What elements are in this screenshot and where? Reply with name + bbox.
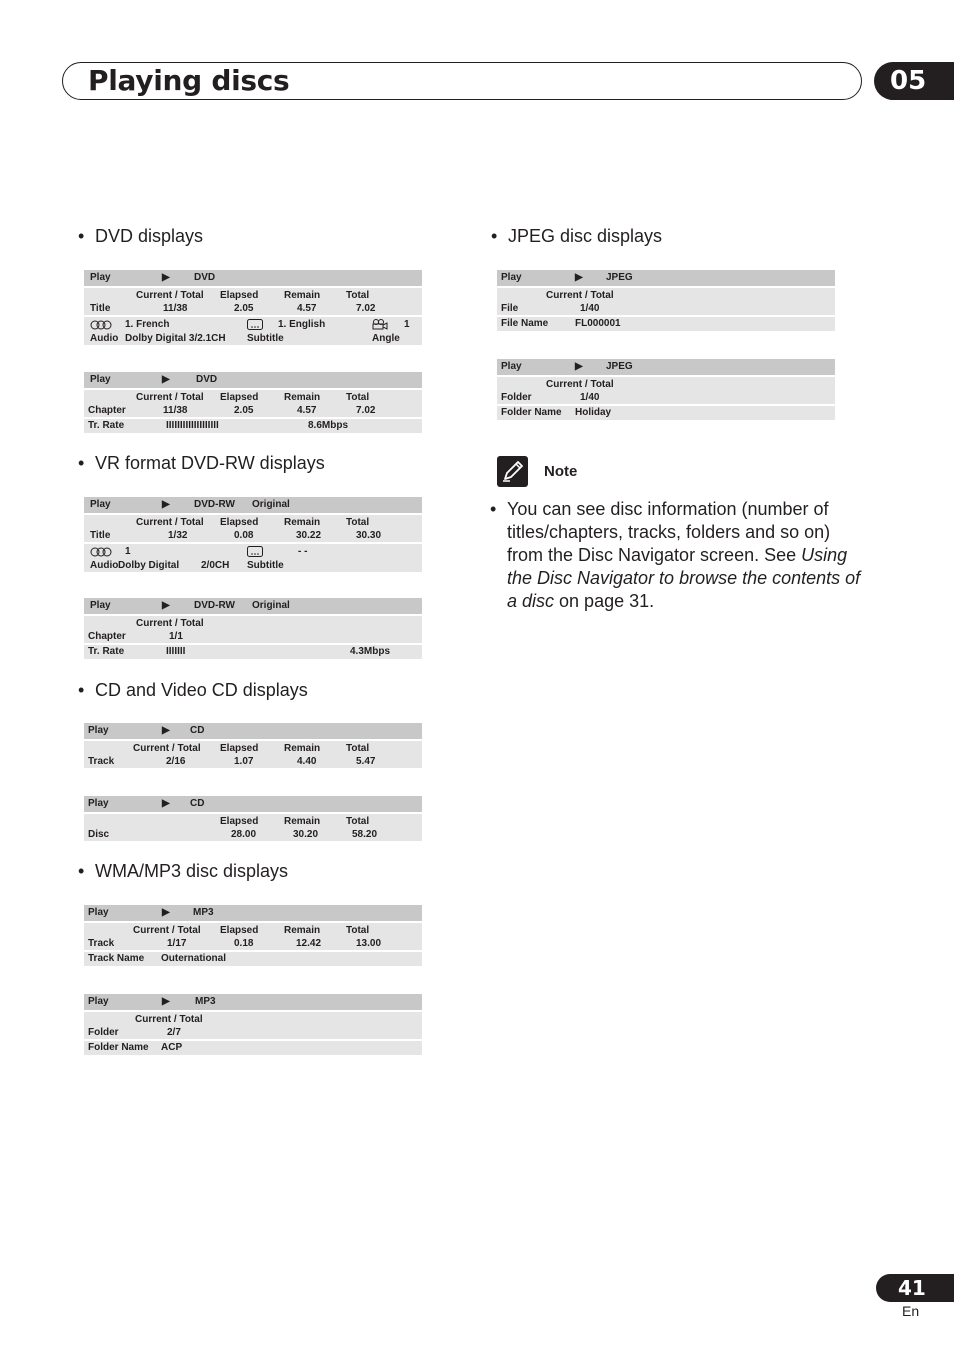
current-total-header: Current / Total [136,517,204,528]
play-label: Play [90,499,111,510]
current-total-header: Current / Total [136,290,204,301]
current-total-header: Current / Total [546,379,614,390]
current-total-header: Current / Total [135,1014,203,1025]
elapsed-header: Elapsed [220,925,259,936]
vr-display-2 [84,598,422,659]
play-icon: ▶ [162,499,170,510]
elapsed-header: Elapsed [220,517,259,528]
current-total-value: 11/38 [163,303,188,314]
elapsed-value: 0.18 [234,938,254,949]
elapsed-value: 28.00 [231,829,257,840]
rate-value: 4.3Mbps [350,646,391,657]
audio-format: Dolby Digital [118,560,180,571]
play-icon: ▶ [162,996,170,1007]
row-label: Folder [88,1027,119,1038]
total-value: 5.47 [356,756,376,767]
elapsed-header: Elapsed [220,743,259,754]
remain-header: Remain [284,392,321,403]
play-label: Play [501,272,522,283]
time-row [497,286,835,315]
display-header-row [84,905,422,921]
name-row [497,404,835,420]
current-total-header: Current / Total [133,743,201,754]
play-label: Play [88,725,109,736]
dvd-display-1 [84,270,422,345]
display-header-row [84,497,422,513]
name-row [84,950,422,966]
current-total-value: 1/32 [168,530,188,541]
mp3-display-2 [84,994,422,1055]
note-paragraph [490,498,870,613]
section-heading-wma: • WMA/MP3 disc displays [78,861,289,881]
audio-label: Audio [90,333,119,344]
current-total-value: 11/38 [163,405,188,416]
current-total-header: Current / Total [136,618,204,629]
jpeg-display-1 [497,270,835,331]
time-row [84,286,422,315]
audio-label: Audio [90,560,119,571]
name-value: Holiday [575,407,612,418]
play-label: Play [90,600,111,611]
disc-type: CD [190,798,205,809]
remain-header: Remain [284,925,321,936]
row-label: Title [90,303,111,314]
play-icon: ▶ [162,272,170,283]
elapsed-value: 1.07 [234,756,254,767]
disc-type: MP3 [195,996,216,1007]
display-header-row [84,994,422,1010]
current-total-header: Current / Total [546,290,614,301]
name-value: Outernational [161,953,227,964]
rate-label: Tr. Rate [88,646,125,657]
note-label: Note [544,463,578,480]
rate-bar: IIIIIIIIIIIIIIIIIII [166,420,219,431]
play-icon: ▶ [162,600,170,611]
play-label: Play [88,907,109,918]
note-bullet: • [490,499,497,519]
audio-value: 1. French [125,319,170,330]
audio-icon [90,547,112,557]
total-value: 58.20 [352,829,378,840]
play-label: Play [501,361,522,372]
elapsed-value: 2.05 [234,303,254,314]
total-header: Total [346,517,370,528]
disc-type: CD [190,725,205,736]
display-header-row [84,796,422,812]
subtitle-icon [247,319,263,331]
total-value: 30.30 [356,530,382,541]
remain-value: 30.20 [293,829,319,840]
disc-type: DVD-RW [194,499,235,510]
disc-type: MP3 [193,907,214,918]
row-label: Track [88,756,115,767]
name-label: Folder Name [88,1042,149,1053]
play-icon: ▶ [162,725,170,736]
disc-type: DVD [196,374,218,385]
time-row [84,1010,422,1039]
vr-display-1 [84,497,422,572]
name-label: Track Name [88,953,145,964]
total-header: Total [346,925,370,936]
time-row [84,812,422,841]
row-label: Chapter [88,631,126,642]
camera-angle-icon [372,319,388,330]
disc-type: JPEG [606,361,633,372]
play-label: Play [88,996,109,1007]
total-header: Total [346,392,370,403]
subtitle-icon [247,546,263,558]
name-row [497,315,835,331]
elapsed-header: Elapsed [220,290,259,301]
remain-value: 4.57 [297,405,317,416]
rate-value: 8.6Mbps [308,420,349,431]
audio-icon [90,320,112,330]
page-number: 41 [876,1274,954,1302]
current-total-value: 2/7 [167,1027,181,1038]
current-total-header: Current / Total [136,392,204,403]
audio-row [84,542,422,572]
subtitle-value: - - [298,546,308,557]
play-icon: ▶ [575,361,583,372]
time-row [84,739,422,768]
remain-header: Remain [284,743,321,754]
time-row [84,614,422,643]
display-header-row [497,270,835,286]
row-label: Track [88,938,115,949]
remain-header: Remain [284,816,321,827]
dvd-display-2 [84,372,422,433]
name-label: Folder Name [501,407,562,418]
subtitle-label: Subtitle [247,333,284,344]
display-header-row [84,723,422,739]
mp3-display-1 [84,905,422,966]
play-icon: ▶ [575,272,583,283]
display-header-row [84,372,422,388]
note-link-title: Using the Disc Navigator to browse the contents of a disc [507,545,861,611]
note-text-b: on page 31. [554,591,655,611]
rate-bar: IIIIIII [166,646,186,657]
section-heading-vr: • VR format DVD-RW displays [78,453,325,473]
page-title: Playing discs [88,64,290,97]
elapsed-header: Elapsed [220,392,259,403]
note-pencil-icon [497,456,528,487]
time-row [497,375,835,404]
remain-value: 4.57 [297,303,317,314]
elapsed-value: 0.08 [234,530,254,541]
audio-value: 1 [125,546,131,557]
name-value: ACP [161,1042,183,1053]
chapter-number: 05 [874,62,954,100]
current-total-value: 1/1 [169,631,183,642]
rate-row [84,417,422,433]
cd-display-2 [84,796,422,841]
display-header-row [497,359,835,375]
disc-type: DVD-RW [194,600,235,611]
disc-mode: Original [252,499,290,510]
audio-channels: 2/0CH [201,560,230,571]
rate-label: Tr. Rate [88,420,125,431]
remain-value: 30.22 [296,530,322,541]
current-total-value: 1/40 [580,392,600,403]
remain-value: 12.42 [296,938,322,949]
page-language: En [902,1303,920,1319]
elapsed-header: Elapsed [220,816,259,827]
disc-type: JPEG [606,272,633,283]
play-label: Play [90,272,111,283]
audio-format: Dolby Digital 3/2.1CH [125,333,226,344]
note-text-a: You can see disc information (number of titles/chapters, tracks, folders and so on) from the Disc Navigator screen. See [507,499,831,565]
total-value: 13.00 [356,938,382,949]
section-heading-dvd: • DVD displays [78,226,204,246]
name-value: FL000001 [575,318,621,329]
display-header-row [84,598,422,614]
row-label: Chapter [88,405,126,416]
play-label: Play [88,798,109,809]
time-row [84,388,422,417]
current-total-value: 1/17 [167,938,187,949]
row-label: File [501,303,519,314]
rate-row [84,643,422,659]
name-row [84,1039,422,1055]
total-header: Total [346,816,370,827]
row-label: Disc [88,829,110,840]
total-value: 7.02 [356,303,376,314]
subtitle-label: Subtitle [247,560,284,571]
elapsed-value: 2.05 [234,405,254,416]
disc-mode: Original [252,600,290,611]
name-label: File Name [501,318,549,329]
current-total-value: 1/40 [580,303,600,314]
section-heading-jpeg: • JPEG disc displays [491,226,663,246]
remain-header: Remain [284,290,321,301]
total-header: Total [346,743,370,754]
play-icon: ▶ [162,798,170,809]
row-label: Title [90,530,111,541]
row-label: Folder [501,392,532,403]
time-row [84,513,422,542]
subtitle-value: 1. English [278,319,326,330]
angle-value: 1 [404,319,410,330]
time-row [84,921,422,950]
cd-display-1 [84,723,422,768]
jpeg-display-2 [497,359,835,420]
audio-row [84,315,422,345]
total-header: Total [346,290,370,301]
section-heading-cd: • CD and Video CD displays [78,680,308,700]
angle-label: Angle [372,333,400,344]
disc-type: DVD [194,272,216,283]
play-label: Play [90,374,111,385]
current-total-header: Current / Total [133,925,201,936]
play-icon: ▶ [162,907,170,918]
play-icon: ▶ [162,374,170,385]
remain-header: Remain [284,517,321,528]
total-value: 7.02 [356,405,376,416]
remain-value: 4.40 [297,756,317,767]
current-total-value: 2/16 [166,756,186,767]
display-header-row [84,270,422,286]
